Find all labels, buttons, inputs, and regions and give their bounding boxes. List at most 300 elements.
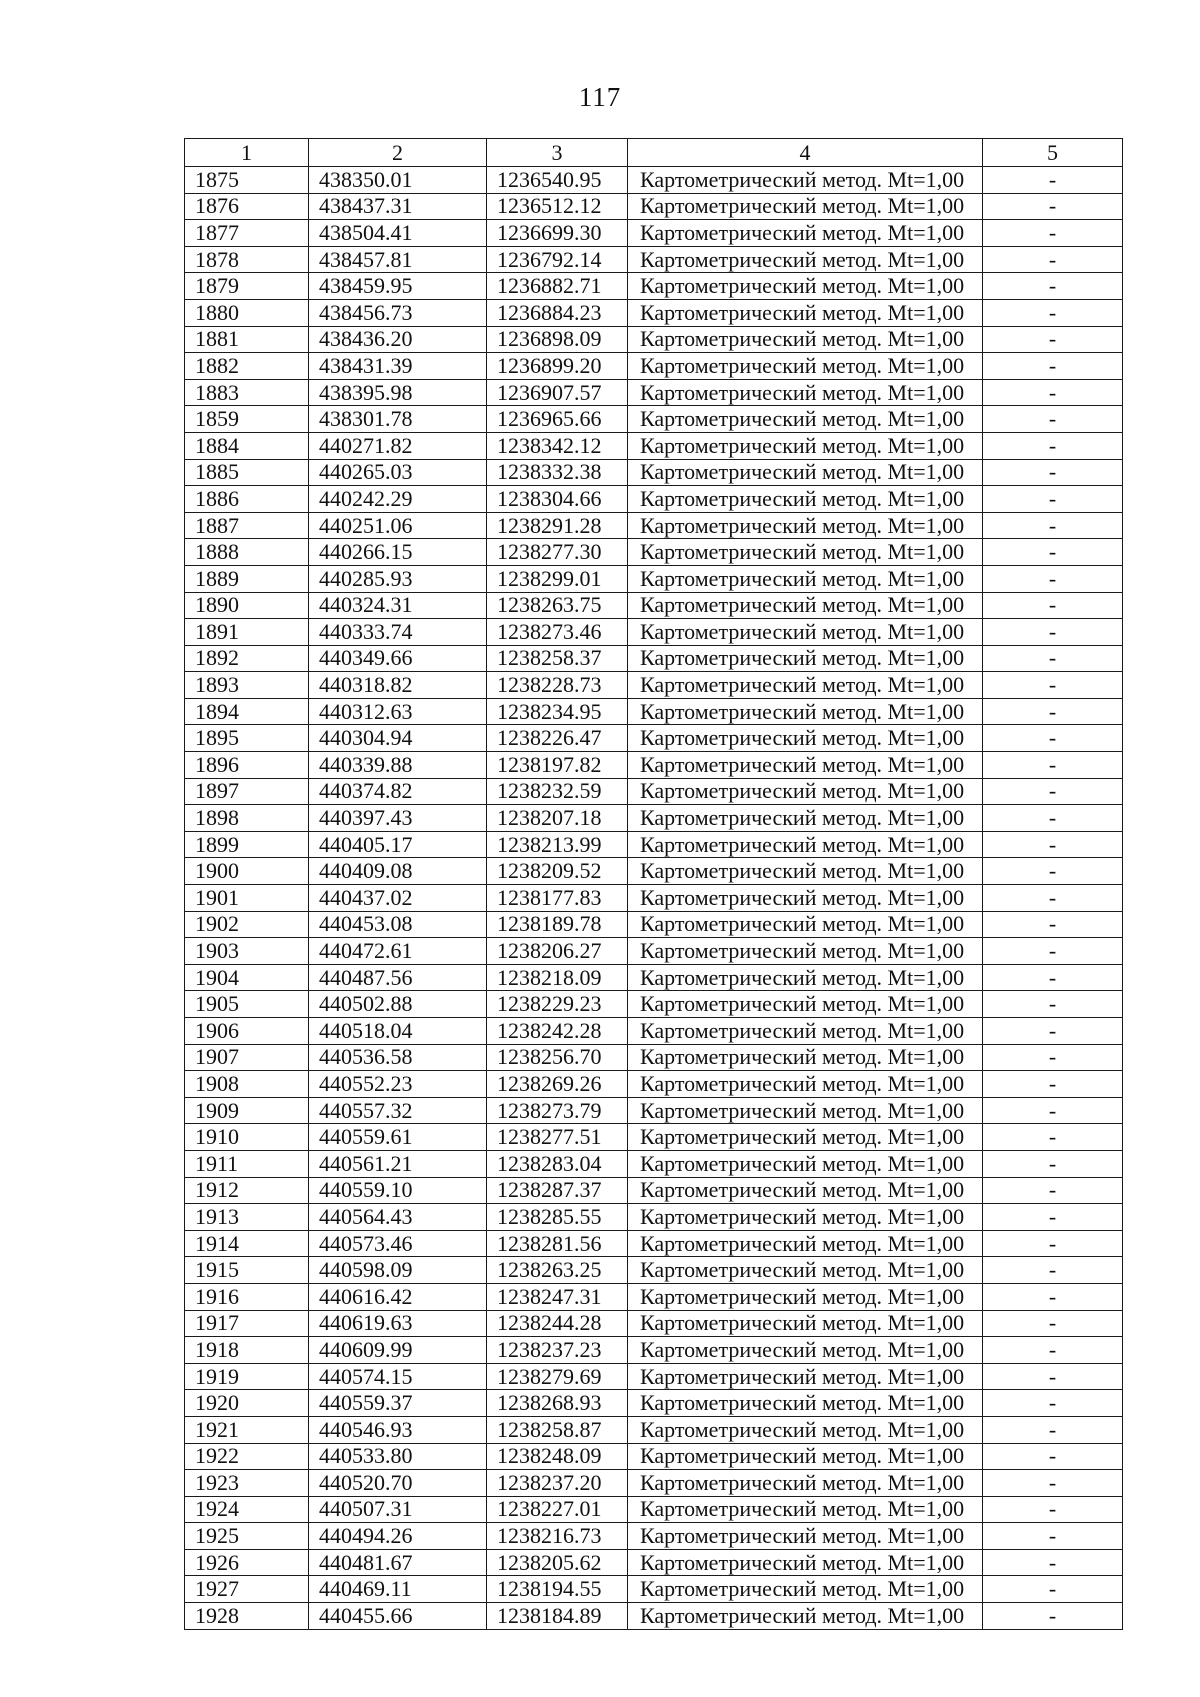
table-row [185,1576,1123,1603]
method-cell: Картометрический метод. Mt=1,00 [628,326,983,353]
method-cell: Картометрический метод. Mt=1,00 [628,512,983,539]
x-coordinate-cell: 438456.73 [309,299,487,326]
point-number-cell: 1907 [185,1044,309,1071]
y-coordinate-cell: 1238304.66 [487,486,628,513]
y-coordinate-cell: 1236792.14 [487,246,628,273]
point-number-cell: 1876 [185,193,309,220]
table-row [185,619,1123,646]
point-number-cell: 1909 [185,1097,309,1124]
x-coordinate-cell: 438395.98 [309,379,487,406]
y-coordinate-cell: 1238263.75 [487,592,628,619]
method-cell: Картометрический метод. Mt=1,00 [628,353,983,380]
method-cell: Картометрический метод. Mt=1,00 [628,1470,983,1497]
method-cell: Картометрический метод. Mt=1,00 [628,565,983,592]
x-coordinate-cell: 440573.46 [309,1230,487,1257]
error-cell: - [983,167,1123,194]
table-row [185,831,1123,858]
error-cell: - [983,1603,1123,1630]
error-cell: - [983,539,1123,566]
x-coordinate-cell: 440266.15 [309,539,487,566]
y-coordinate-cell: 1238194.55 [487,1576,628,1603]
error-cell: - [983,193,1123,220]
table-row [185,1044,1123,1071]
x-coordinate-cell: 440574.15 [309,1363,487,1390]
error-cell: - [983,1576,1123,1603]
error-cell: - [983,1150,1123,1177]
y-coordinate-cell: 1238206.27 [487,938,628,965]
error-cell: - [983,592,1123,619]
point-number-cell: 1919 [185,1363,309,1390]
y-coordinate-cell: 1238256.70 [487,1044,628,1071]
table-row [185,1549,1123,1576]
method-cell: Картометрический метод. Mt=1,00 [628,486,983,513]
x-coordinate-cell: 440265.03 [309,459,487,486]
point-number-cell: 1892 [185,645,309,672]
method-cell: Картометрический метод. Mt=1,00 [628,246,983,273]
error-cell: - [983,1044,1123,1071]
table-row [185,1496,1123,1523]
point-number-cell: 1878 [185,246,309,273]
y-coordinate-cell: 1238291.28 [487,512,628,539]
table-row [185,1283,1123,1310]
error-cell: - [983,1230,1123,1257]
point-number-cell: 1922 [185,1443,309,1470]
method-cell: Картометрический метод. Mt=1,00 [628,805,983,832]
table-row [185,698,1123,725]
method-cell: Картометрический метод. Mt=1,00 [628,778,983,805]
point-number-cell: 1903 [185,938,309,965]
point-number-cell: 1915 [185,1257,309,1284]
error-cell: - [983,1257,1123,1284]
method-cell: Картометрический метод. Mt=1,00 [628,1071,983,1098]
method-cell: Картометрический метод. Mt=1,00 [628,1603,983,1630]
table-header [185,139,1123,167]
error-cell: - [983,512,1123,539]
table-row [185,1443,1123,1470]
error-cell: - [983,220,1123,247]
error-cell: - [983,831,1123,858]
header-col-1: 1 [185,139,309,167]
y-coordinate-cell: 1238234.95 [487,698,628,725]
error-cell: - [983,885,1123,912]
method-cell: Картометрический метод. Mt=1,00 [628,592,983,619]
point-number-cell: 1877 [185,220,309,247]
table-row [185,1097,1123,1124]
y-coordinate-cell: 1238228.73 [487,672,628,699]
x-coordinate-cell: 438459.95 [309,273,487,300]
x-coordinate-cell: 440405.17 [309,831,487,858]
y-coordinate-cell: 1238332.38 [487,459,628,486]
error-cell: - [983,698,1123,725]
x-coordinate-cell: 440397.43 [309,805,487,832]
header-col-5: 5 [983,139,1123,167]
method-cell: Картометрический метод. Mt=1,00 [628,406,983,433]
x-coordinate-cell: 440437.02 [309,885,487,912]
x-coordinate-cell: 440285.93 [309,565,487,592]
point-number-cell: 1900 [185,858,309,885]
error-cell: - [983,353,1123,380]
table-row [185,1018,1123,1045]
y-coordinate-cell: 1238269.26 [487,1071,628,1098]
table-row [185,725,1123,752]
method-cell: Картометрический метод. Mt=1,00 [628,539,983,566]
point-number-cell: 1888 [185,539,309,566]
x-coordinate-cell: 440616.42 [309,1283,487,1310]
error-cell: - [983,1283,1123,1310]
error-cell: - [983,672,1123,699]
method-cell: Картометрический метод. Mt=1,00 [628,1523,983,1550]
y-coordinate-cell: 1238197.82 [487,752,628,779]
y-coordinate-cell: 1236899.20 [487,353,628,380]
x-coordinate-cell: 440518.04 [309,1018,487,1045]
method-cell: Картометрический метод. Mt=1,00 [628,1549,983,1576]
method-cell: Картометрический метод. Mt=1,00 [628,1310,983,1337]
y-coordinate-cell: 1238216.73 [487,1523,628,1550]
method-cell: Картометрический метод. Mt=1,00 [628,299,983,326]
table-row [185,1204,1123,1231]
error-cell: - [983,752,1123,779]
y-coordinate-cell: 1238227.01 [487,1496,628,1523]
table-row [185,991,1123,1018]
point-number-cell: 1883 [185,379,309,406]
error-cell: - [983,246,1123,273]
method-cell: Картометрический метод. Mt=1,00 [628,432,983,459]
x-coordinate-cell: 438301.78 [309,406,487,433]
x-coordinate-cell: 440533.80 [309,1443,487,1470]
point-number-cell: 1881 [185,326,309,353]
x-coordinate-cell: 440304.94 [309,725,487,752]
table-row [185,592,1123,619]
error-cell: - [983,645,1123,672]
table-row [185,326,1123,353]
table-row [185,1470,1123,1497]
y-coordinate-cell: 1238287.37 [487,1177,628,1204]
table-row [185,938,1123,965]
error-cell: - [983,1390,1123,1417]
method-cell: Картометрический метод. Mt=1,00 [628,964,983,991]
point-number-cell: 1904 [185,964,309,991]
y-coordinate-cell: 1236882.71 [487,273,628,300]
point-number-cell: 1924 [185,1496,309,1523]
table-row [185,1603,1123,1630]
error-cell: - [983,991,1123,1018]
x-coordinate-cell: 440520.70 [309,1470,487,1497]
error-cell: - [983,1018,1123,1045]
error-cell: - [983,486,1123,513]
error-cell: - [983,619,1123,646]
method-cell: Картометрический метод. Mt=1,00 [628,672,983,699]
y-coordinate-cell: 1238268.93 [487,1390,628,1417]
table-row [185,1230,1123,1257]
error-cell: - [983,1337,1123,1364]
y-coordinate-cell: 1238258.87 [487,1416,628,1443]
point-number-cell: 1897 [185,778,309,805]
x-coordinate-cell: 438350.01 [309,167,487,194]
x-coordinate-cell: 440564.43 [309,1204,487,1231]
error-cell: - [983,858,1123,885]
error-cell: - [983,964,1123,991]
method-cell: Картометрический метод. Mt=1,00 [628,991,983,1018]
point-number-cell: 1879 [185,273,309,300]
y-coordinate-cell: 1238189.78 [487,911,628,938]
error-cell: - [983,1204,1123,1231]
point-number-cell: 1898 [185,805,309,832]
error-cell: - [983,1549,1123,1576]
point-number-cell: 1882 [185,353,309,380]
method-cell: Картометрический метод. Mt=1,00 [628,379,983,406]
error-cell: - [983,1416,1123,1443]
point-number-cell: 1886 [185,486,309,513]
x-coordinate-cell: 440318.82 [309,672,487,699]
table-row [185,406,1123,433]
y-coordinate-cell: 1236512.12 [487,193,628,220]
method-cell: Картометрический метод. Mt=1,00 [628,459,983,486]
method-cell: Картометрический метод. Mt=1,00 [628,1044,983,1071]
point-number-cell: 1926 [185,1549,309,1576]
point-number-cell: 1889 [185,565,309,592]
y-coordinate-cell: 1236884.23 [487,299,628,326]
method-cell: Картометрический метод. Mt=1,00 [628,1576,983,1603]
method-cell: Картометрический метод. Mt=1,00 [628,752,983,779]
point-number-cell: 1901 [185,885,309,912]
x-coordinate-cell: 440507.31 [309,1496,487,1523]
point-number-cell: 1927 [185,1576,309,1603]
point-number-cell: 1893 [185,672,309,699]
error-cell: - [983,1124,1123,1151]
table-row [185,1257,1123,1284]
point-number-cell: 1905 [185,991,309,1018]
x-coordinate-cell: 440546.93 [309,1416,487,1443]
method-cell: Картометрический метод. Mt=1,00 [628,619,983,646]
table-row [185,273,1123,300]
table-row [185,459,1123,486]
point-number-cell: 1918 [185,1337,309,1364]
method-cell: Картометрический метод. Mt=1,00 [628,1337,983,1364]
table-row [185,1337,1123,1364]
table-row [185,193,1123,220]
table-row [185,752,1123,779]
point-number-cell: 1913 [185,1204,309,1231]
point-number-cell: 1880 [185,299,309,326]
table-row [185,858,1123,885]
point-number-cell: 1890 [185,592,309,619]
method-cell: Картометрический метод. Mt=1,00 [628,645,983,672]
point-number-cell: 1910 [185,1124,309,1151]
table-row [185,672,1123,699]
point-number-cell: 1896 [185,752,309,779]
point-number-cell: 1899 [185,831,309,858]
y-coordinate-cell: 1238209.52 [487,858,628,885]
table-row [185,539,1123,566]
x-coordinate-cell: 438436.20 [309,326,487,353]
method-cell: Картометрический метод. Mt=1,00 [628,1150,983,1177]
y-coordinate-cell: 1238184.89 [487,1603,628,1630]
method-cell: Картометрический метод. Mt=1,00 [628,698,983,725]
point-number-cell: 1928 [185,1603,309,1630]
y-coordinate-cell: 1236898.09 [487,326,628,353]
table-row [185,1177,1123,1204]
x-coordinate-cell: 440472.61 [309,938,487,965]
method-cell: Картометрический метод. Mt=1,00 [628,885,983,912]
table-row [185,486,1123,513]
page-number: 117 [578,82,622,112]
point-number-cell: 1891 [185,619,309,646]
method-cell: Картометрический метод. Mt=1,00 [628,1416,983,1443]
method-cell: Картометрический метод. Mt=1,00 [628,1204,983,1231]
y-coordinate-cell: 1238258.37 [487,645,628,672]
point-number-cell: 1921 [185,1416,309,1443]
x-coordinate-cell: 440552.23 [309,1071,487,1098]
error-cell: - [983,299,1123,326]
error-cell: - [983,911,1123,938]
error-cell: - [983,432,1123,459]
y-coordinate-cell: 1236699.30 [487,220,628,247]
table-row [185,353,1123,380]
x-coordinate-cell: 440455.66 [309,1603,487,1630]
table-row [185,885,1123,912]
method-cell: Картометрический метод. Mt=1,00 [628,831,983,858]
y-coordinate-cell: 1236965.66 [487,406,628,433]
y-coordinate-cell: 1238273.46 [487,619,628,646]
method-cell: Картометрический метод. Mt=1,00 [628,1443,983,1470]
error-cell: - [983,1496,1123,1523]
y-coordinate-cell: 1238277.30 [487,539,628,566]
point-number-cell: 1895 [185,725,309,752]
x-coordinate-cell: 440349.66 [309,645,487,672]
point-number-cell: 1884 [185,432,309,459]
x-coordinate-cell: 440609.99 [309,1337,487,1364]
table-row [185,1363,1123,1390]
x-coordinate-cell: 440312.63 [309,698,487,725]
y-coordinate-cell: 1236540.95 [487,167,628,194]
y-coordinate-cell: 1238229.23 [487,991,628,1018]
table-row [185,512,1123,539]
point-number-cell: 1875 [185,167,309,194]
method-cell: Картометрический метод. Mt=1,00 [628,1257,983,1284]
point-number-cell: 1914 [185,1230,309,1257]
table-row [185,565,1123,592]
method-cell: Картометрический метод. Mt=1,00 [628,911,983,938]
y-coordinate-cell: 1238285.55 [487,1204,628,1231]
header-col-4: 4 [628,139,983,167]
point-number-cell: 1908 [185,1071,309,1098]
table-row [185,167,1123,194]
x-coordinate-cell: 440559.10 [309,1177,487,1204]
table-row [185,805,1123,832]
method-cell: Картометрический метод. Mt=1,00 [628,858,983,885]
method-cell: Картометрический метод. Mt=1,00 [628,725,983,752]
method-cell: Картометрический метод. Mt=1,00 [628,1390,983,1417]
method-cell: Картометрический метод. Mt=1,00 [628,938,983,965]
point-number-cell: 1917 [185,1310,309,1337]
error-cell: - [983,459,1123,486]
x-coordinate-cell: 440242.29 [309,486,487,513]
table-row [185,220,1123,247]
y-coordinate-cell: 1238177.83 [487,885,628,912]
coordinates-table [184,138,1123,1630]
point-number-cell: 1902 [185,911,309,938]
table-row [185,246,1123,273]
error-cell: - [983,1071,1123,1098]
error-cell: - [983,273,1123,300]
method-cell: Картометрический метод. Mt=1,00 [628,1124,983,1151]
point-number-cell: 1920 [185,1390,309,1417]
table-row [185,1310,1123,1337]
y-coordinate-cell: 1238248.09 [487,1443,628,1470]
method-cell: Картометрический метод. Mt=1,00 [628,1230,983,1257]
error-cell: - [983,938,1123,965]
method-cell: Картометрический метод. Mt=1,00 [628,1283,983,1310]
x-coordinate-cell: 440409.08 [309,858,487,885]
table-body [185,167,1123,1630]
y-coordinate-cell: 1236907.57 [487,379,628,406]
point-number-cell: 1925 [185,1523,309,1550]
method-cell: Картометрический метод. Mt=1,00 [628,1363,983,1390]
y-coordinate-cell: 1238342.12 [487,432,628,459]
y-coordinate-cell: 1238277.51 [487,1124,628,1151]
table-row [185,1416,1123,1443]
x-coordinate-cell: 440333.74 [309,619,487,646]
error-cell: - [983,1363,1123,1390]
header-row [185,139,1123,167]
method-cell: Картометрический метод. Mt=1,00 [628,220,983,247]
y-coordinate-cell: 1238281.56 [487,1230,628,1257]
y-coordinate-cell: 1238263.25 [487,1257,628,1284]
method-cell: Картометрический метод. Mt=1,00 [628,273,983,300]
y-coordinate-cell: 1238273.79 [487,1097,628,1124]
y-coordinate-cell: 1238237.20 [487,1470,628,1497]
error-cell: - [983,805,1123,832]
x-coordinate-cell: 440481.67 [309,1549,487,1576]
x-coordinate-cell: 440536.58 [309,1044,487,1071]
table-row [185,432,1123,459]
method-cell: Картометрический метод. Mt=1,00 [628,1496,983,1523]
table-row [185,1150,1123,1177]
y-coordinate-cell: 1238244.28 [487,1310,628,1337]
point-number-cell: 1887 [185,512,309,539]
x-coordinate-cell: 440619.63 [309,1310,487,1337]
error-cell: - [983,1470,1123,1497]
error-cell: - [983,778,1123,805]
table-row [185,1523,1123,1550]
method-cell: Картометрический метод. Mt=1,00 [628,193,983,220]
error-cell: - [983,1177,1123,1204]
method-cell: Картометрический метод. Mt=1,00 [628,1177,983,1204]
y-coordinate-cell: 1238283.04 [487,1150,628,1177]
x-coordinate-cell: 438504.41 [309,220,487,247]
error-cell: - [983,1443,1123,1470]
error-cell: - [983,1523,1123,1550]
table-row [185,778,1123,805]
header-col-2: 2 [309,139,487,167]
error-cell: - [983,379,1123,406]
point-number-cell: 1906 [185,1018,309,1045]
x-coordinate-cell: 440559.37 [309,1390,487,1417]
y-coordinate-cell: 1238242.28 [487,1018,628,1045]
error-cell: - [983,1310,1123,1337]
point-number-cell: 1916 [185,1283,309,1310]
x-coordinate-cell: 438457.81 [309,246,487,273]
table-row [185,964,1123,991]
table-row [185,911,1123,938]
point-number-cell: 1894 [185,698,309,725]
error-cell: - [983,406,1123,433]
x-coordinate-cell: 440598.09 [309,1257,487,1284]
x-coordinate-cell: 440374.82 [309,778,487,805]
y-coordinate-cell: 1238232.59 [487,778,628,805]
table-row [185,645,1123,672]
x-coordinate-cell: 440494.26 [309,1523,487,1550]
